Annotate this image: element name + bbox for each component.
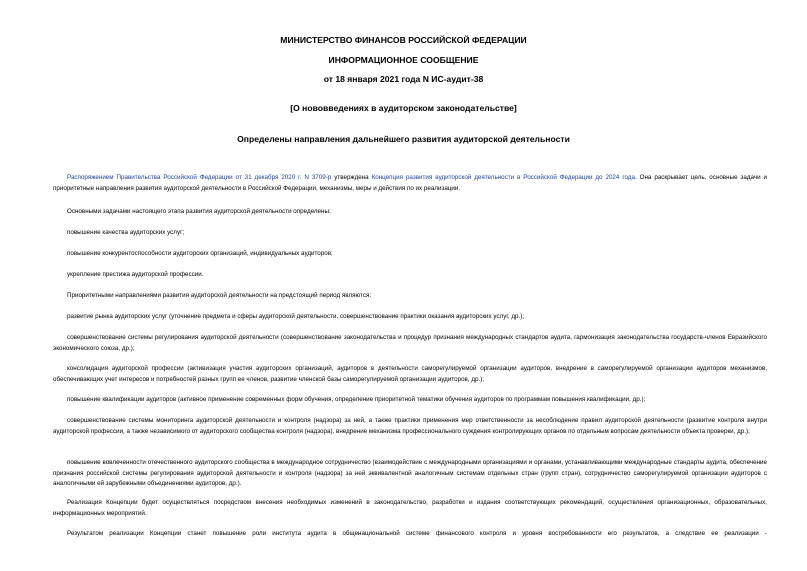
intro-text-2: . Она раскрывает цель, основные задачи и приоритетные направления развития аудиторской деятельности в Российской Федерации, механизмы, меры и действия по их реализации. (53, 174, 767, 192)
task-item: повышение конкурентоспособности аудиторских организаций, индивидуальных аудиторов; (67, 250, 333, 257)
intro-text-1: утверждена (331, 174, 372, 181)
paragraph-implementation: Реализация Концепции будет осуществляться посредством внесения необходимых изменений в законодательство, разработки и издания соответствующих рекомендаций, осуществления организационных, образовательных, информационных мероприятий. (53, 499, 767, 517)
task-item: повышение качества аудиторских услуг; (67, 229, 185, 236)
priority-item: консолидация аудиторской профессии (активизация участия аудиторских организаций, аудиторов в деятельности саморегулируемой организации аудиторов, внедрение в саморегулируемой организации аудиторов механизмов, обеспечивающих учет интересов и потребностей разных групп ее членов, развитие членской базы саморегулируемой организации аудиторов, др.); (53, 365, 767, 383)
concept-link[interactable]: Концепция развития аудиторской деятельности в Российской Федерации до 2024 года (371, 174, 635, 181)
ministry-heading: МИНИСТЕРСТВО ФИНАНСОВ РОССИЙСКОЙ ФЕДЕРАЦИИ (280, 35, 527, 45)
document-headline: Определены направления дальнейшего развития аудиторской деятельности (237, 134, 570, 144)
document-type-heading: ИНФОРМАЦИОННОЕ СООБЩЕНИЕ (328, 55, 479, 65)
task-item: укрепление престижа аудиторской профессии. (67, 271, 204, 278)
paragraph-priorities-intro: Приоритетными направлениями развития аудиторской деятельности на предстоящий период являются: (67, 292, 372, 299)
priority-item: повышение квалификации аудиторов (активное применение современных форм обучения, определение приоритетной тематики обучения аудиторов по программам повышения квалификации, др.); (67, 396, 646, 403)
document-subject: [О нововведениях в аудиторском законодательстве] (290, 103, 517, 113)
priority-item: совершенствование системы мониторинга аудиторской деятельности и контроля (надзора) за ней, а также практики применения мер ответственности за несоблюдение правил аудиторской деятельности (развитие контроля внутри аудиторской профессии, а также независимого от аудиторского сообщества контроля (надзора), внедрение механизма профессионального суждения контролирующих органов по отдельным вопросам деятельности объекта проверки, др.); (53, 417, 767, 435)
priority-item: совершенствование системы регулирования аудиторской деятельности (совершенствование законодательства и процедур признания международных стандартов аудита, гармонизация законодательства государств-членов Евразийского экономического союза, др.); (53, 334, 767, 352)
document-date-number: от 18 января 2021 года N ИС-аудит-38 (323, 74, 484, 84)
paragraph-result: Результатом реализации Концепции станет повышение роли института аудита в общенациональной системе финансового контроля и уровня востребованности его результатов, а следствие ее реализации - (67, 530, 767, 537)
paragraph-intro (53, 173, 767, 194)
priority-item: повышение вовлеченности отечественного аудиторского сообщества в международное сотрудничество (взаимодействие с международными организациями и органами, устанавливающими международные стандарты аудита, обеспечение признания российской системы регулирования аудиторской деятельности и контроля (надзора) за ней эквивалентной аналогичным системам отдельных стран (групп стран), сотрудничество саморегулируемой организации аудиторов с аналогичными ей зарубежными объединениями аудиторов, др.). (53, 459, 767, 487)
paragraph-tasks-intro: Основными задачами настоящего этапа развития аудиторской деятельности определены: (67, 208, 331, 215)
priority-item: развитие рынка аудиторских услуг (уточнение предмета и сферы аудиторской деятельности, совершенствование практики оказания аудиторских услуг, др.); (67, 313, 525, 320)
government-order-link[interactable]: Распоряжением Правительства Российской Федерации от 31 декабря 2020 г. N 3709-р (67, 174, 332, 181)
